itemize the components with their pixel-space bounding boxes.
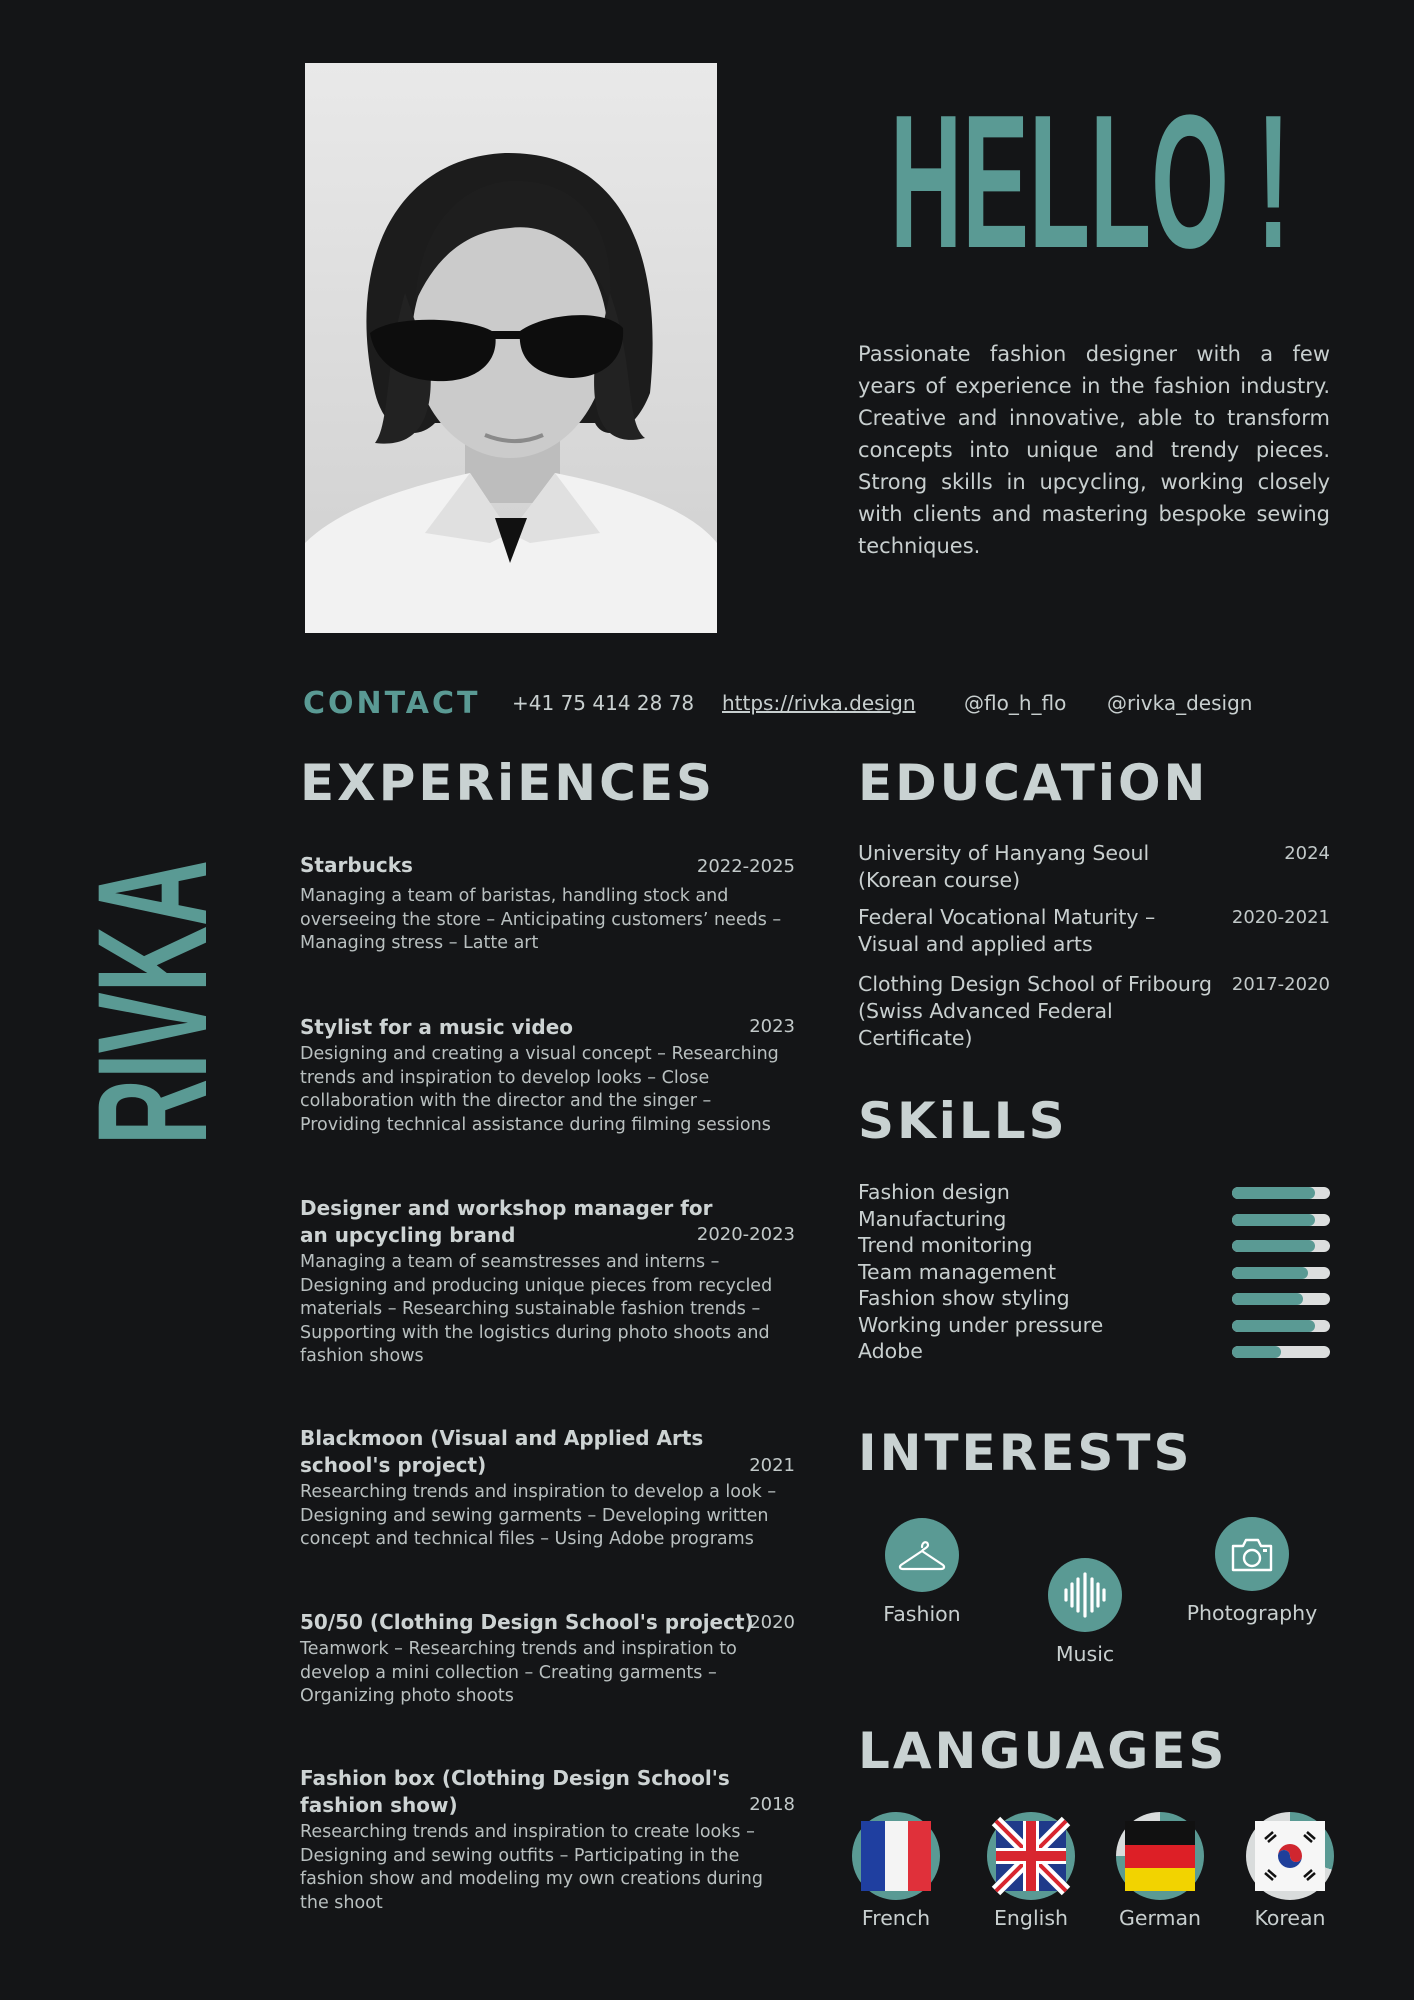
experience-description: Designing and creating a visual concept – Researching trends and inspiration to develop looks – Close collaboration with the director and the singer – Providing technical assistance during filming sessions — [300, 1044, 779, 1135]
flag-korea-icon — [1255, 1821, 1325, 1891]
language-item-english — [976, 1812, 1086, 1930]
language-label: French — [861, 1906, 931, 1930]
experience-year: 2020 — [749, 1612, 795, 1633]
flag-uk-icon — [996, 1821, 1066, 1891]
language-label: German — [1118, 1906, 1202, 1930]
camera-icon — [1215, 1517, 1289, 1591]
skill-name: Trend monitoring — [858, 1233, 1033, 1257]
skill-level-bar — [1232, 1267, 1330, 1279]
education-heading: EDUCATiON — [858, 754, 1209, 812]
skill-item — [858, 1259, 1330, 1286]
education-year: 2024 — [1284, 843, 1330, 864]
language-label: English — [993, 1906, 1069, 1930]
contact-website-link[interactable]: https://rivka.design — [722, 691, 916, 715]
experience-item — [300, 1425, 795, 1552]
skill-item — [858, 1285, 1330, 1312]
experience-year: 2018 — [749, 1794, 795, 1815]
skill-level-fill — [1232, 1267, 1308, 1279]
interest-item-photography — [1172, 1517, 1332, 1625]
language-item-french — [841, 1812, 951, 1930]
interest-label: Photography — [1186, 1601, 1318, 1625]
experience-description: Managing a team of baristas, handling stock and overseeing the store – Anticipating customers’ needs – Managing stress – Latte art — [300, 886, 782, 953]
language-label: Korean — [1254, 1906, 1326, 1930]
interest-label: Fashion — [883, 1602, 961, 1626]
side-name — [66, 659, 240, 1145]
experience-title: 50/50 (Clothing Design School's project) — [300, 1610, 754, 1634]
hello-text: HELLO ! — [890, 76, 1290, 288]
skill-level-bar — [1232, 1293, 1330, 1305]
skill-level-bar — [1232, 1240, 1330, 1252]
experience-year: 2023 — [749, 1016, 795, 1037]
education-item — [858, 971, 1330, 1052]
intro-paragraph: Passionate fashion designer with a few years of experience in the fashion industry. Creative and innovative, able to transform concepts into unique and trendy pieces. Strong skills in upcycling, working closely with clients and mastering bespoke sewing techniques. — [858, 342, 1330, 558]
skill-level-fill — [1232, 1346, 1281, 1358]
experience-description: Teamwork – Researching trends and inspiration to develop a mini collection – Creating garments – Organizing photo shoots — [300, 1639, 737, 1706]
education-item — [858, 840, 1330, 894]
experience-title: Designer and workshop manager for an upcycling brand — [300, 1196, 713, 1247]
flag-germany-icon — [1125, 1821, 1195, 1891]
language-item-korean — [1235, 1812, 1345, 1930]
skill-name: Fashion show styling — [858, 1286, 1070, 1310]
interest-item-music — [1005, 1558, 1165, 1666]
hanger-icon — [885, 1518, 959, 1592]
experience-item — [300, 1195, 795, 1369]
skills-list — [858, 1179, 1330, 1365]
skill-level-bar — [1232, 1346, 1330, 1358]
language-level-ring — [1246, 1812, 1334, 1900]
language-level-ring — [1116, 1812, 1204, 1900]
experience-description: Managing a team of seamstresses and interns – Designing and producing unique pieces from recycled materials – Researching sustainable fashion trends – Supporting with the logistics during photo shoots and fashion shows — [300, 1252, 773, 1366]
experiences-heading: EXPERiENCES — [300, 754, 716, 812]
portrait-photo — [305, 63, 717, 633]
experience-year: 2022-2025 — [696, 856, 795, 877]
skill-level-fill — [1232, 1187, 1315, 1199]
experience-item — [300, 1609, 795, 1709]
languages-heading: LANGUAGES — [858, 1722, 1228, 1780]
skill-item — [858, 1179, 1330, 1206]
skill-level-bar — [1232, 1214, 1330, 1226]
hello-heading — [860, 60, 1330, 288]
experience-description: Researching trends and inspiration to create looks – Designing and sewing outfits – Participating in the fashion show and modeling my own creations during the shoot — [300, 1822, 763, 1913]
experience-title: Blackmoon (Visual and Applied Arts school's project) — [300, 1426, 704, 1477]
contact-social-personal[interactable]: @flo_h_flo — [964, 691, 1067, 715]
experience-description: Researching trends and inspiration to develop a look – Designing and sewing garments – Developing written concept and technical files – Using Adobe programs — [300, 1482, 777, 1549]
skill-level-fill — [1232, 1293, 1303, 1305]
experience-item — [300, 1014, 795, 1137]
side-name-text: RIVKA — [66, 659, 240, 1145]
contact-phone[interactable]: +41 75 414 28 78 — [512, 691, 695, 715]
experience-title: Stylist for a music video — [300, 1015, 574, 1039]
language-level-ring — [852, 1812, 940, 1900]
skill-item — [858, 1206, 1330, 1233]
experience-item — [300, 1765, 795, 1915]
flag-france-icon — [861, 1821, 931, 1891]
skill-item — [858, 1338, 1330, 1365]
skill-item — [858, 1312, 1330, 1339]
interest-item-fashion — [842, 1518, 1002, 1626]
interests-heading: INTERESTS — [858, 1424, 1193, 1482]
experience-title: Starbucks — [300, 853, 413, 877]
experience-item — [300, 852, 795, 956]
education-year: 2020-2021 — [1231, 907, 1330, 928]
skill-name: Adobe — [858, 1339, 923, 1363]
education-name: Clothing Design School of Fribourg (Swiss Advanced Federal Certificate) — [858, 972, 1212, 1050]
skill-name: Team management — [858, 1259, 1057, 1284]
experience-year: 2021 — [749, 1455, 795, 1476]
skill-name: Manufacturing — [858, 1206, 1007, 1231]
skill-name: Fashion design — [858, 1180, 1010, 1204]
contact-heading: CONTACT — [303, 686, 481, 721]
experience-year: 2020-2023 — [696, 1224, 795, 1245]
contact-social-brand[interactable]: @rivka_design — [1107, 691, 1253, 715]
education-name: University of Hanyang Seoul (Korean course) — [858, 841, 1150, 892]
experience-title: Fashion box (Clothing Design School's fashion show) — [300, 1766, 730, 1817]
interest-label: Music — [1055, 1642, 1115, 1666]
skill-level-fill — [1232, 1320, 1315, 1332]
skills-heading: SKiLLS — [858, 1092, 1068, 1150]
skill-name: Working under pressure — [858, 1312, 1104, 1337]
skill-level-bar — [1232, 1320, 1330, 1332]
language-item-german — [1105, 1812, 1215, 1930]
skill-level-bar — [1232, 1187, 1330, 1199]
education-item — [858, 904, 1330, 958]
education-name: Federal Vocational Maturity – Visual and applied arts — [858, 905, 1156, 956]
language-level-ring — [987, 1812, 1075, 1900]
sound-wave-icon — [1048, 1558, 1122, 1632]
skill-level-fill — [1232, 1240, 1315, 1252]
skill-item — [858, 1232, 1330, 1259]
skill-level-fill — [1232, 1214, 1315, 1226]
education-year: 2017-2020 — [1231, 974, 1330, 995]
